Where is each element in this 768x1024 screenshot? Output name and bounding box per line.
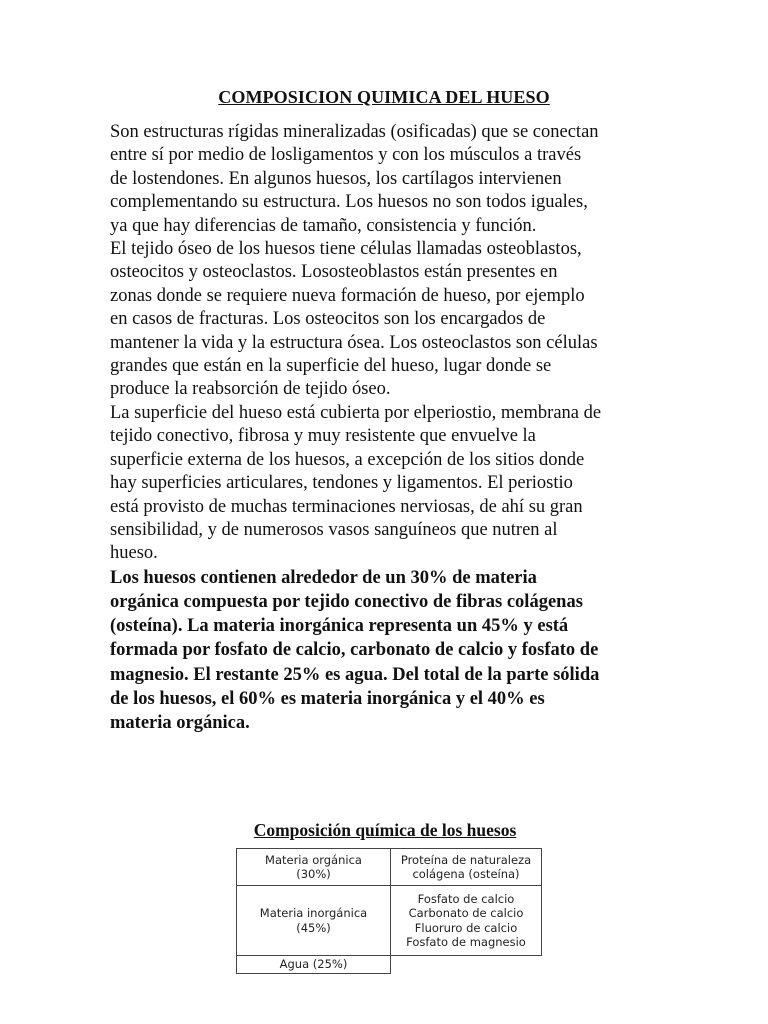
body-text xyxy=(110,121,670,735)
paragraph-line: grandes que están en la superficie del hueso, lugar donde se xyxy=(110,356,552,377)
cell-text: colágena (osteína) xyxy=(412,867,520,881)
bold-line: formada por fosfato de calcio, carbonato de calcio y fosfato de xyxy=(110,640,599,661)
paragraph-line: sensibilidad, y de numerosos vasos sanguíneos que nutren al xyxy=(110,519,558,540)
bold-line: orgánica compuesta por tejido conectivo de fibras colágenas xyxy=(110,591,583,612)
bold-line: de los huesos, el 60% es materia inorgánica y el 40% es xyxy=(110,688,545,709)
paragraph-line: complementando su estructura. Los huesos no son todos iguales, xyxy=(110,192,588,213)
cell-text: Fluoruro de calcio xyxy=(414,920,518,935)
cell-text: Carbonato de calcio xyxy=(408,906,524,920)
table-cell-inorganic-detail xyxy=(391,886,542,956)
paragraph-line: superficie externa de los huesos, a excepción de los sitios donde xyxy=(110,449,585,470)
table-cell-organic-detail xyxy=(391,849,542,886)
paragraph-line: de lostendones. En algunos huesos, los cartílagos intervienen xyxy=(110,168,562,189)
bold-line: magnesio. El restante 25% es agua. Del total de la parte sólida xyxy=(110,664,600,685)
cell-text: Materia inorgánica xyxy=(259,906,368,920)
page-title: COMPOSICION QUIMICA DEL HUESO xyxy=(218,87,550,107)
paragraph-line: Son estructuras rígidas mineralizadas (osificadas) que se conectan xyxy=(110,122,599,142)
bold-line: Los huesos contienen alrededor de un 30% de materia xyxy=(110,567,537,588)
cell-text: (45%) xyxy=(296,920,331,935)
paragraph-line: en casos de fracturas. Los osteocitos son los encargados de xyxy=(110,309,546,330)
paragraph-line: El tejido óseo de los huesos tiene células llamadas osteoblastos, xyxy=(110,239,582,260)
table-row xyxy=(237,956,542,974)
paragraph-line: está provisto de muchas terminaciones nerviosas, de ahí su gran xyxy=(110,496,583,517)
table-row xyxy=(237,886,542,956)
paragraph-line: ya que hay diferencias de tamaño, consistencia y función. xyxy=(110,215,537,236)
cell-text: Agua (25%) xyxy=(279,957,348,972)
paragraph-line: hueso. xyxy=(110,543,158,564)
paragraph-line: tejido conectivo, fibrosa y muy resistente que envuelve la xyxy=(110,426,536,447)
cell-text: Fosfato de magnesio xyxy=(406,935,526,949)
paragraph-line: hay superficies articulares, tendones y ligamentos. El periostio xyxy=(110,473,573,494)
table-row xyxy=(237,849,542,886)
paragraph-line: entre sí por medio de losligamentos y con los músculos a través xyxy=(110,145,582,166)
cell-text: (30%) xyxy=(296,867,331,881)
paragraph-line: mantener la vida y la estructura ósea. Los osteoclastos son células xyxy=(110,332,598,353)
paragraph-line: La superficie del hueso está cubierta por elperiostio, membrana de xyxy=(110,402,602,423)
cell-text: Proteína de naturaleza xyxy=(400,852,532,867)
bold-line: (osteína). La materia inorgánica representa un 45% y está xyxy=(110,616,569,637)
paragraph-line: zonas donde se requiere nueva formación de hueso, por ejemplo xyxy=(110,285,585,306)
table-cell-empty xyxy=(391,956,542,974)
table-cell-water xyxy=(237,956,391,974)
table-title xyxy=(0,820,768,841)
cell-text: Materia orgánica xyxy=(265,852,362,867)
paragraph-line: osteocitos y osteoclastos. Lososteoblastos están presentes en xyxy=(110,262,558,283)
bold-line: materia orgánica. xyxy=(110,712,250,733)
table-cell-organic xyxy=(237,849,391,886)
paragraph-line: produce la reabsorción de tejido óseo. xyxy=(110,379,391,400)
cell-text: Fosfato de calcio xyxy=(417,891,515,906)
bold-paragraph xyxy=(110,566,670,735)
composition-table xyxy=(236,848,542,974)
table-title-text: Composición química de los huesos xyxy=(253,820,517,840)
table-cell-inorganic xyxy=(237,886,391,956)
